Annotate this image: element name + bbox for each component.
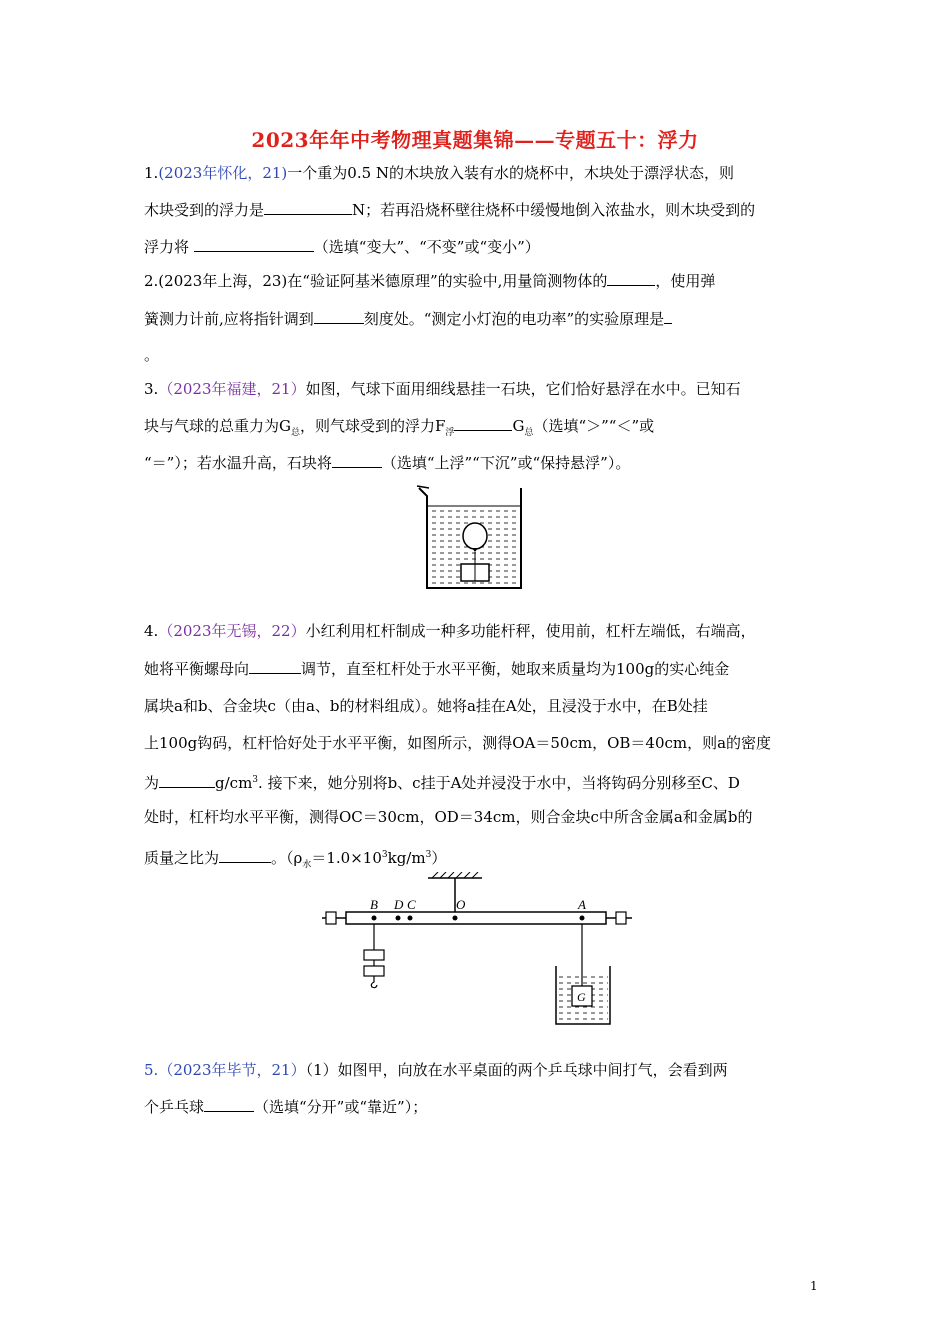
label-C: C — [407, 897, 416, 912]
q5-line-2: 个乒乓球 （选填“分开”或“靠近”）； — [144, 1098, 428, 1116]
label-G: G — [577, 990, 586, 1004]
right-balance-nut — [616, 912, 626, 924]
q4-line-6: 处时，杠杆均水平平衡，测得OC＝30cm，OD＝34cm，则合金块c中所含金属a和金属b的 — [144, 808, 753, 826]
q4-number: 4. — [144, 622, 159, 640]
q5-line-1: 5.（2023年毕节，21）（1）如图甲，向放在水平桌面的两个乒乓球中间打气，会看到两 — [144, 1061, 728, 1079]
q4-line-7: 质量之比为 。$(\rho_水=1.0\times 10^3kg/m^3)$ — [144, 849, 447, 870]
q1-blank-2[interactable] — [194, 237, 314, 252]
q4-line-2: 她将平衡螺母向 调节，直至杠杆处于水平平衡，她取来质量均为100g的实心纯金 — [144, 660, 730, 678]
left-balance-nut — [326, 912, 336, 924]
label-A: A — [578, 897, 586, 912]
page-number: 1 — [810, 1279, 818, 1293]
q3-line-2: 块与气球的总重力为$G_总$，则气球受到的浮力$F_浮$ $G_总$（选填“＞”“＜”或 — [144, 417, 655, 438]
q2-blank-3[interactable] — [664, 309, 672, 324]
label-O: O — [456, 897, 466, 912]
q3-blank-2[interactable] — [332, 453, 382, 468]
q4-line-3: 属块a和b、合金块c（由a、b的材料组成）。她将a挂在A处，且浸没于水中，在B处挂 — [144, 697, 708, 715]
q4-blank-3[interactable] — [219, 848, 271, 863]
q1-line-2: 木块受到的浮力是 N；若再沿烧杯壁往烧杯中缓慢地倒入浓盐水，则木块受到的 — [144, 201, 756, 219]
q4-lever-figure — [318, 872, 636, 1028]
q2-line-1: 2.(2023年上海，23)在“验证阿基米德原理”的实验中,用量筒测物体的 ，使用弹 — [144, 272, 716, 290]
q1-line-3: 浮力将 （选填“变大”、“不变”或“变小”） — [144, 238, 540, 256]
label-D: D — [394, 897, 404, 912]
q1-line-1: 1.(2023年怀化，21)一个重为0.5 N的木块放入装有水的烧杯中，木块处于漂浮状态，则 — [144, 164, 735, 182]
q4-blank-1[interactable] — [249, 659, 301, 674]
hook-weight-2 — [364, 966, 384, 976]
q3-blank-1[interactable] — [454, 416, 512, 431]
q2-blank-2[interactable] — [314, 309, 364, 324]
q2-line-2: 簧测力计前,应将指针调到 刻度处。“测定小灯泡的电功率”的实验原理是 — [144, 309, 672, 329]
q3-source: （2023年福建，21） — [158, 380, 306, 398]
q3-line-3: “＝”）；若水温升高，石块将 （选填“上浮”“下沉”或“保持悬浮”）。 — [144, 454, 631, 472]
label-B: B — [370, 897, 378, 912]
q5-source: （2023年毕节，21） — [158, 1061, 306, 1079]
q2-blank-1[interactable] — [607, 271, 655, 286]
q3-number: 3. — [144, 380, 159, 398]
q1-number: 1. — [144, 164, 159, 182]
balloon — [463, 523, 487, 549]
lever-bar — [346, 912, 606, 924]
q3-line-1: 3.（2023年福建，21）如图，气球下面用细线悬挂一石块，它们恰好悬浮在水中。已知石 — [144, 380, 741, 398]
q3-beaker-figure — [415, 484, 533, 598]
q4-line-5: 为 $g/cm^3$. 接下来，她分别将b、c挂于A处并浸没于水中，当将钩码分别移至C、D — [144, 774, 740, 792]
q4-source: （2023年无锡，22） — [158, 622, 306, 640]
q4-line-4: 上100g钩码，杠杆恰好处于水平平衡，如图所示，测得OA＝50cm，OB＝40cm，则a的密度 — [144, 734, 772, 752]
q4-blank-2[interactable] — [159, 773, 215, 788]
page-title: 2023年年中考物理真题集锦——专题五十：浮力 — [251, 128, 699, 152]
q5-blank-1[interactable] — [204, 1097, 254, 1112]
q1-blank-1[interactable] — [264, 200, 352, 215]
q2-line-3: 。 — [144, 346, 160, 364]
q1-source: (2023年怀化，21) — [158, 164, 288, 182]
q4-line-1: 4.（2023年无锡，22）小红利用杠杆制成一种多功能杆秤，使用前，杠杆左端低，右端高， — [144, 622, 756, 640]
q5-number: 5. — [144, 1061, 159, 1079]
hook-weight-1 — [364, 950, 384, 960]
